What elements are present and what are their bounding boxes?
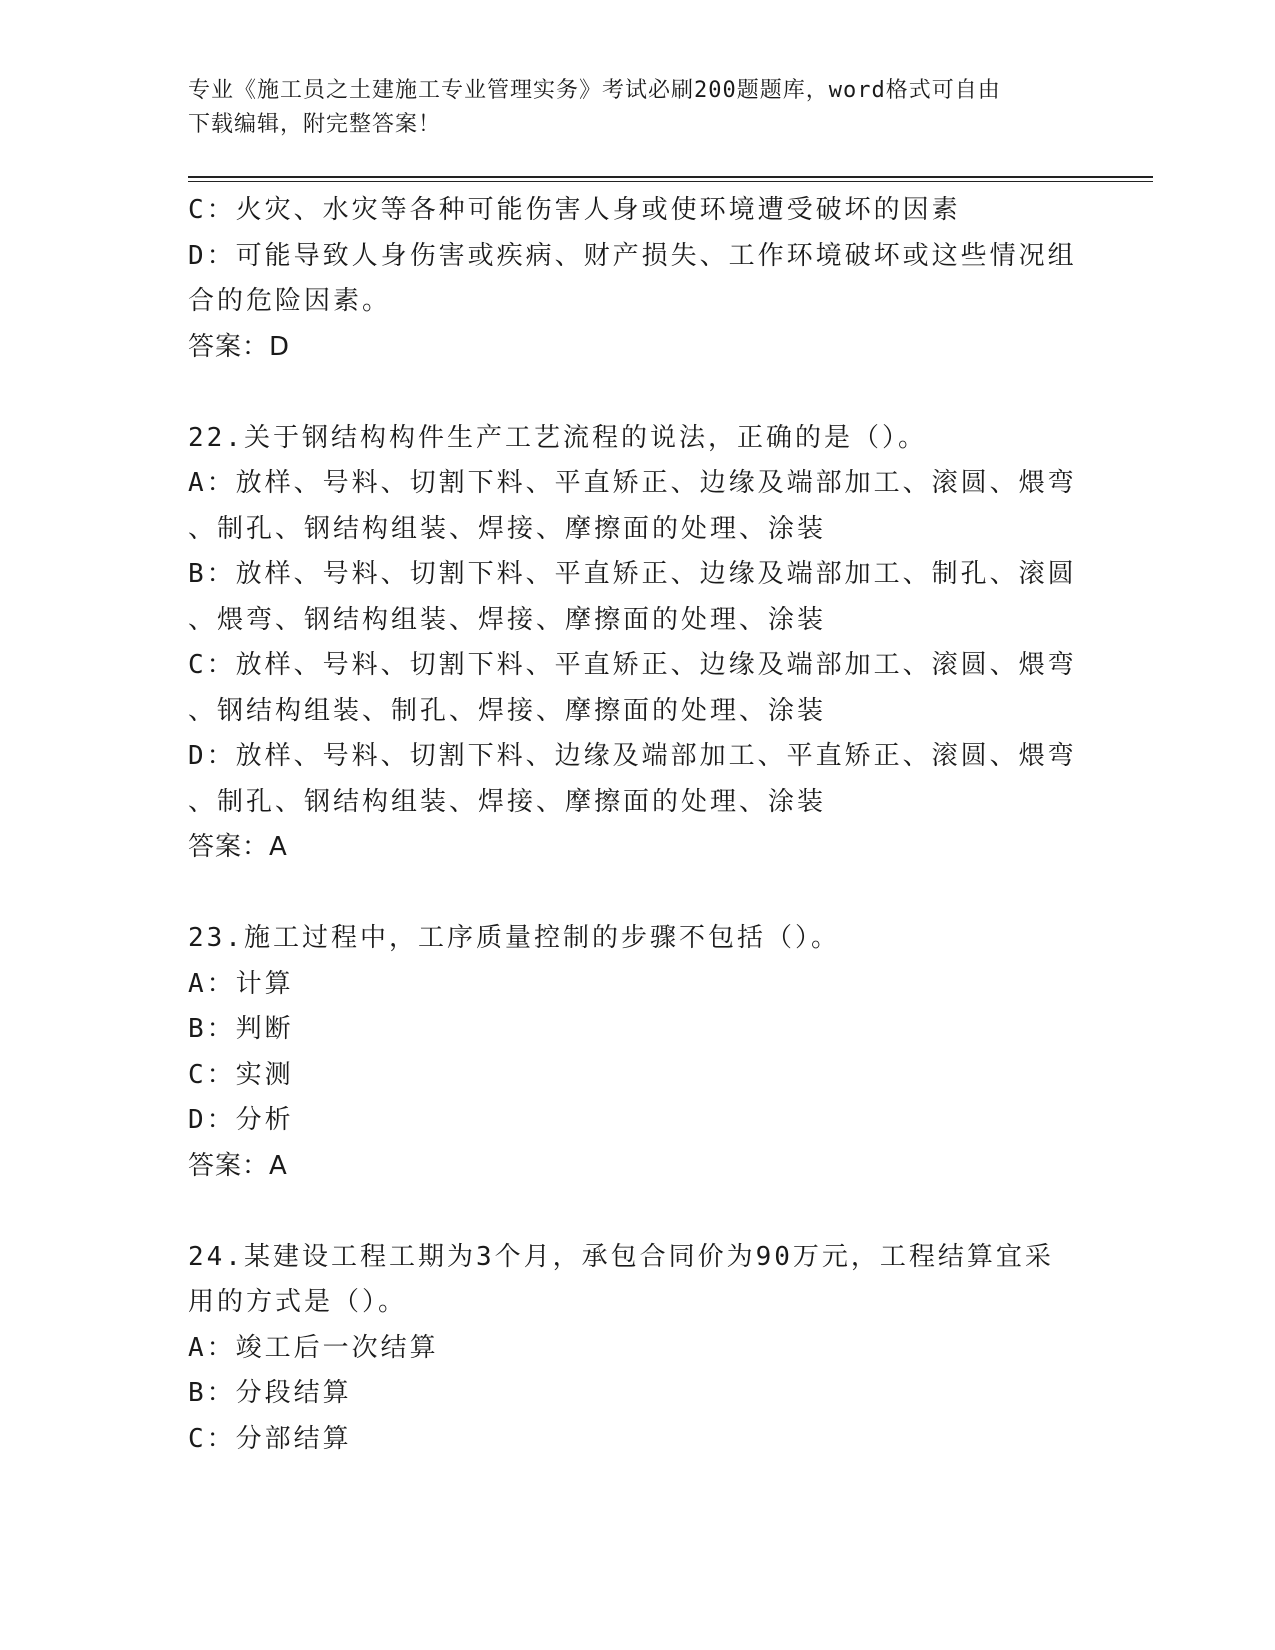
- option-line: D：可能导致人身伤害或疾病、财产损失、工作环境破坏或这些情况组: [188, 240, 1077, 271]
- option-line: C：实测: [188, 1059, 294, 1090]
- option-line: A：计算: [188, 968, 294, 999]
- question-stem: 22.关于钢结构构件生产工艺流程的说法，正确的是（）。: [188, 422, 927, 453]
- option-line: B：放样、号料、切割下料、平直矫正、边缘及端部加工、制孔、滚圆: [188, 559, 1077, 589]
- question-21-continued: [188, 188, 1088, 370]
- option-line: A：竣工后一次结算: [188, 1332, 439, 1363]
- question-stem: 23.施工过程中，工序质量控制的步骤不包括（）。: [188, 923, 840, 953]
- spacer: [188, 370, 1088, 416]
- option-line: 、煨弯、钢结构组装、焊接、摩擦面的处理、涂装: [188, 604, 827, 635]
- option-line: 合的危险因素。: [188, 286, 392, 316]
- option-line: D：放样、号料、切割下料、边缘及端部加工、平直矫正、滚圆、煨弯: [188, 741, 1077, 771]
- option-line: 、制孔、钢结构组装、焊接、摩擦面的处理、涂装: [188, 513, 827, 544]
- header-line-2: 下载编辑，附完整答案！: [188, 112, 442, 137]
- option-line: C：火灾、水灾等各种可能伤害人身或使环境遭受破坏的因素: [188, 195, 961, 225]
- question-22: [188, 416, 1088, 871]
- document-body: [188, 188, 1088, 1462]
- header-divider-thick: [188, 176, 1153, 178]
- question-23: [188, 916, 1088, 1189]
- header-line-1: 专业《施工员之土建施工专业管理实务》考试必刷200题题库，word格式可自由: [188, 78, 1001, 103]
- spacer: [188, 871, 1088, 917]
- option-line: B：分段结算: [188, 1378, 352, 1408]
- answer-line: 答案：A: [188, 1150, 288, 1181]
- option-line: C：放样、号料、切割下料、平直矫正、边缘及端部加工、滚圆、煨弯: [188, 650, 1077, 680]
- answer-line: 答案：D: [188, 331, 291, 362]
- option-line: A：放样、号料、切割下料、平直矫正、边缘及端部加工、滚圆、煨弯: [188, 468, 1077, 498]
- spacer: [188, 1189, 1088, 1235]
- document-header: [188, 74, 1068, 142]
- option-line: 、钢结构组装、制孔、焊接、摩擦面的处理、涂装: [188, 695, 827, 726]
- option-line: B：判断: [188, 1014, 294, 1044]
- option-line: D：分析: [188, 1105, 294, 1135]
- header-divider-thin: [188, 181, 1153, 182]
- option-line: C：分部结算: [188, 1423, 352, 1454]
- answer-line: 答案：A: [188, 832, 288, 862]
- question-24: [188, 1235, 1088, 1463]
- question-stem: 24.某建设工程工期为3个月，承包合同价为90万元，工程结算宜采: [188, 1241, 1054, 1272]
- option-line: 、制孔、钢结构组装、焊接、摩擦面的处理、涂装: [188, 786, 827, 817]
- question-stem: 用的方式是（）。: [188, 1287, 408, 1317]
